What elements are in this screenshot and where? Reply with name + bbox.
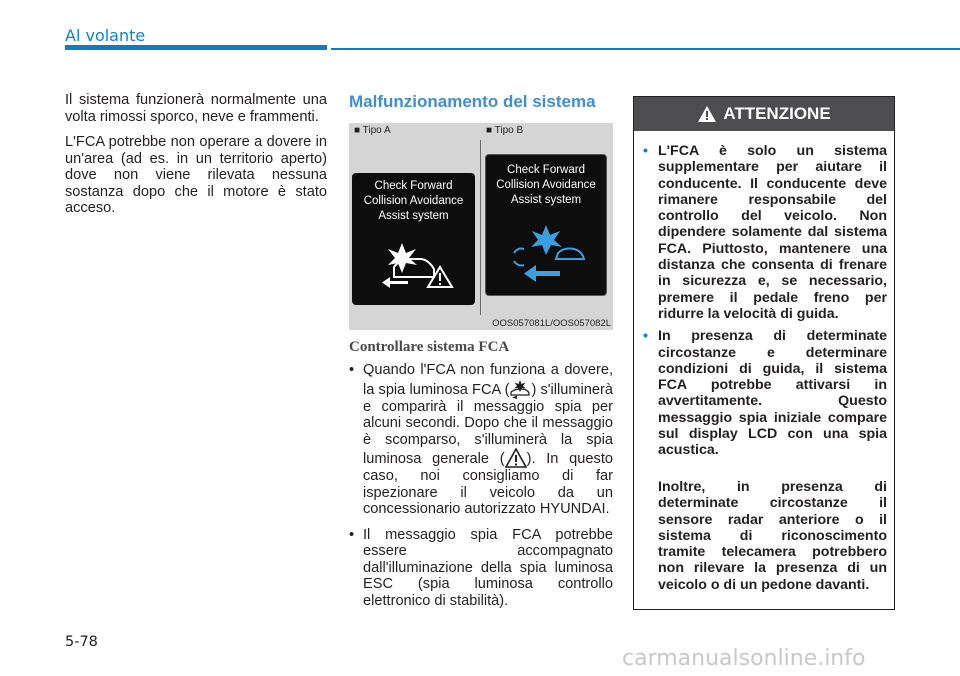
screen-line: Collision Avoidance (363, 195, 464, 207)
warning-text: L'FCA è solo un sistema supplementare per aiutare il conducente. Il conducente deve rimanere responsabile del controllo del veicolo. Non dipendere solamente dal sistema FCA. Piuttosto, mantenere una distanza che consenta di frenare in sicurezza e, se necessario, premere il pedale freno per ridurre la velocità di guida. (658, 143, 887, 322)
header-rule-thin (331, 48, 960, 50)
warning-list (641, 143, 887, 465)
screen-line: Check Forward (507, 164, 585, 176)
figure-label-type-a: ■ Tipo A (354, 125, 391, 136)
paragraph: Il sistema funzionerà normalmente una volta rimossi sporco, neve e frammenti. (65, 92, 327, 125)
screen-message (486, 163, 606, 208)
collision-car-icon-blue (508, 223, 588, 285)
left-column (65, 92, 327, 226)
collision-car-icon (376, 237, 456, 293)
bullet-dot: • (643, 328, 648, 345)
warning-triangle-icon (697, 105, 717, 123)
list-item (349, 362, 613, 518)
figure-divider (480, 140, 481, 315)
screen-line: Assist system (378, 210, 449, 222)
bullet-text: ). In questo caso, noi consigliamo di far ispezionare il veicolo da un concessionario autorizzato HYUNDAI. (363, 451, 613, 517)
bullet-text: ) s'illuminerà e comparirà il messaggio spia per alcuni secondi. Dopo che il messaggio è scomparso, s'illuminerà la spia luminosa generale ( (363, 381, 613, 467)
bullet-dot: • (643, 143, 648, 159)
figure-code: OOS057081L/OOS057082L (492, 318, 611, 329)
paragraph: L'FCA potrebbe non operare a dovere in un'area (ad es. in un territorio aperto) dove non viene rilevata nessuna sostanza dopo che il motore è stato acceso. (65, 134, 327, 216)
bullet-list (349, 362, 613, 618)
list-item (349, 527, 613, 610)
header-rule-thick (65, 45, 327, 50)
middle-column (349, 92, 613, 609)
list-item (641, 328, 887, 458)
display-screen-type-a (352, 173, 475, 305)
general-warning-icon (505, 448, 527, 468)
bullet-text: Il messaggio spia FCA potrebbe essere accompagnato dall'illuminazione della spia luminosa ESC (spia luminosa controllo elettronico di stabilità). (363, 526, 613, 609)
warning-text: In presenza di determinate circostanze e determinare condizioni di guida, il sistema FCA potrebbe attivarsi in avvertitamente. Questo messaggio spia iniziale compare sul display LCD con una spia acustica. (658, 328, 887, 459)
screen-message (352, 179, 475, 224)
bullet-text: Quando l'FCA non funziona a dovere, la spia luminosa FCA ( (363, 362, 613, 398)
bullet-dot: • (349, 526, 355, 543)
screen-line: Assist system (510, 194, 582, 206)
page-number: 5-78 (65, 634, 98, 650)
warning-title: ATTENZIONE (723, 104, 831, 123)
watermark: carmanualsonline.info (622, 646, 866, 671)
dashboard-figure (349, 123, 613, 330)
figure-label-type-b: ■ Tipo B (486, 125, 524, 136)
section-title: Malfunzionamento del sistema (349, 92, 596, 111)
display-screen-type-b (485, 154, 607, 296)
warning-continuation: Inoltre, in presenza di determinate circostanze il sensore radar anteriore o il sistema di riconoscimento tramite telecamera potrebbero non rilevare la presenza di un veicolo o di un pedone davanti. (658, 479, 887, 593)
screen-line: Check Forward (374, 180, 453, 192)
section-header-title: Al volante (65, 26, 146, 45)
warning-header (634, 97, 894, 131)
bullet-dot: • (349, 362, 355, 378)
screen-line: Collision Avoidance (496, 179, 596, 191)
warning-box (633, 96, 895, 610)
subsection-title: Controllare sistema FCA (349, 339, 510, 355)
fca-warning-icon (509, 379, 531, 399)
list-item (641, 143, 887, 322)
